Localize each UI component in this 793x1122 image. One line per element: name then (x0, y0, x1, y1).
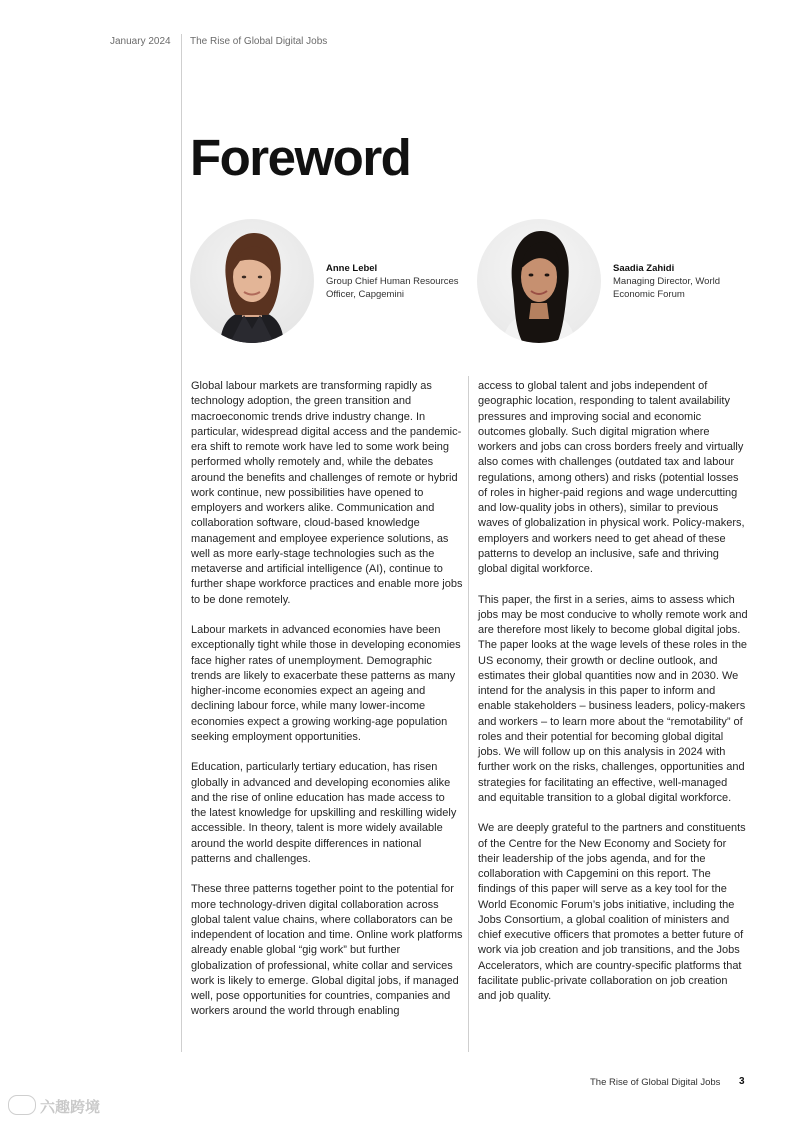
watermark-text: 六趣跨境 (40, 1099, 101, 1116)
column-divider (468, 376, 469, 1052)
person-card-2 (613, 262, 753, 301)
paragraph: This paper, the first in a series, aims to assess which jobs may be most conducive to wholly remote work and are therefore most likely to become global digital jobs. The paper looks at the wage levels of these roles in the US economy, their growth or decline outlook, and estimates their global quantities now and in 2030. We intend for the analysis in this paper to inform and enable stakeholders – business leaders, policy-makers and workers – to learn more about the “remotability” of roles and their potential for becoming global digital jobs. We will follow up on this analysis in 2024 with further work on the risks, challenges, opportunities and strategies for facilitating an effective, well-managed and equitable transition to a global digital workforce. (478, 593, 748, 804)
page-number: 3 (739, 1076, 745, 1087)
body-column-right (478, 379, 748, 1020)
header-date: January 2024 (110, 36, 171, 47)
person-card-1 (326, 262, 466, 301)
watermark-logo-icon (8, 1095, 36, 1115)
header-document-title: The Rise of Global Digital Jobs (190, 36, 328, 47)
person-name: Saadia Zahidi (613, 263, 675, 274)
paragraph: Global labour markets are transforming rapidly as technology adoption, the green transition and macroeconomic trends drive industry change. In particular, widespread digital access and the pandemic-era shift to remote work have led to some work being performed wholly remotely and, while the debates around the benefits and challenges of remote or hybrid work continue, new possibilities have opened to employers and workers alike. Communication and collaboration software, cloud-based knowledge management and employee experience solutions, as well as more early-stage technologies such as the metaverse and artificial intelligence (AI), continue to further shape workforce practices and enable more jobs to be done remotely. (191, 380, 463, 606)
footer-document-title: The Rise of Global Digital Jobs (590, 1077, 721, 1088)
portrait-photo-anne-lebel (190, 219, 314, 343)
paragraph: access to global talent and jobs independent of geographic location, responding to talent availability pressures and improving social and economic outcomes globally. Such digital migration where workers and jobs can cross borders freely and virtually also comes with challenges (outdated tax and labour regulations, among others) and risks (potential losses of roles in higher-paid regions and wage undercutting and low-quality jobs in others), similar to previous waves of globalization in physical work. Policy-makers, employers and workers need to get ahead of these patterns to develop an inclusive, safe and thriving global digital workforce. (478, 380, 745, 575)
paragraph: Labour markets in advanced economies have been exceptionally tight while those in developing economies face higher rates of unemployment. Demographic trends are likely to exacerbate these patterns as many higher-income economies expect an ageing and declining labour force, while many lower-income economies expect a growing working-age population seeking employment opportunities. (191, 624, 461, 743)
portrait-photo-saadia-zahidi (477, 219, 601, 343)
body-column-left (191, 379, 463, 1035)
person-role: Group Chief Human Resources Officer, Capgemini (326, 276, 459, 300)
person-name: Anne Lebel (326, 263, 378, 274)
header-divider (181, 34, 182, 1052)
person-role: Managing Director, World Economic Forum (613, 276, 721, 300)
paragraph: Education, particularly tertiary education, has risen globally in advanced and developing economies alike and the rise of online education has made access to the latest knowledge for upskilling and reskilling widely accessible. In theory, talent is more widely available around the world despite differences in national patterns and challenges. (191, 761, 457, 865)
paragraph: We are deeply grateful to the partners and constituents of the Centre for the New Economy and Society for their leadership of the jobs agenda, and for the collaboration with Capgemini on this report. The findings of this paper will serve as a key tool for the World Economic Forum’s jobs initiative, including the Jobs Consortium, a global coalition of ministers and chief executive officers that promotes a better future of work via job creation and job transitions, and the Jobs Accelerators, which are country-specific platforms that facilitate public-private collaboration on job creation and job quality. (478, 822, 746, 1002)
paragraph: These three patterns together point to the potential for more technology-driven digital collaboration across global talent value chains, where collaborators can be independent of location and time. Online work platforms already enable global “gig work” but further globalization of professional, white collar and services work is likely to emerge. Global digital jobs, if managed well, pose opportunities for countries, companies and workers around the world through enabling (191, 883, 463, 1018)
page-title: Foreword (190, 129, 411, 186)
